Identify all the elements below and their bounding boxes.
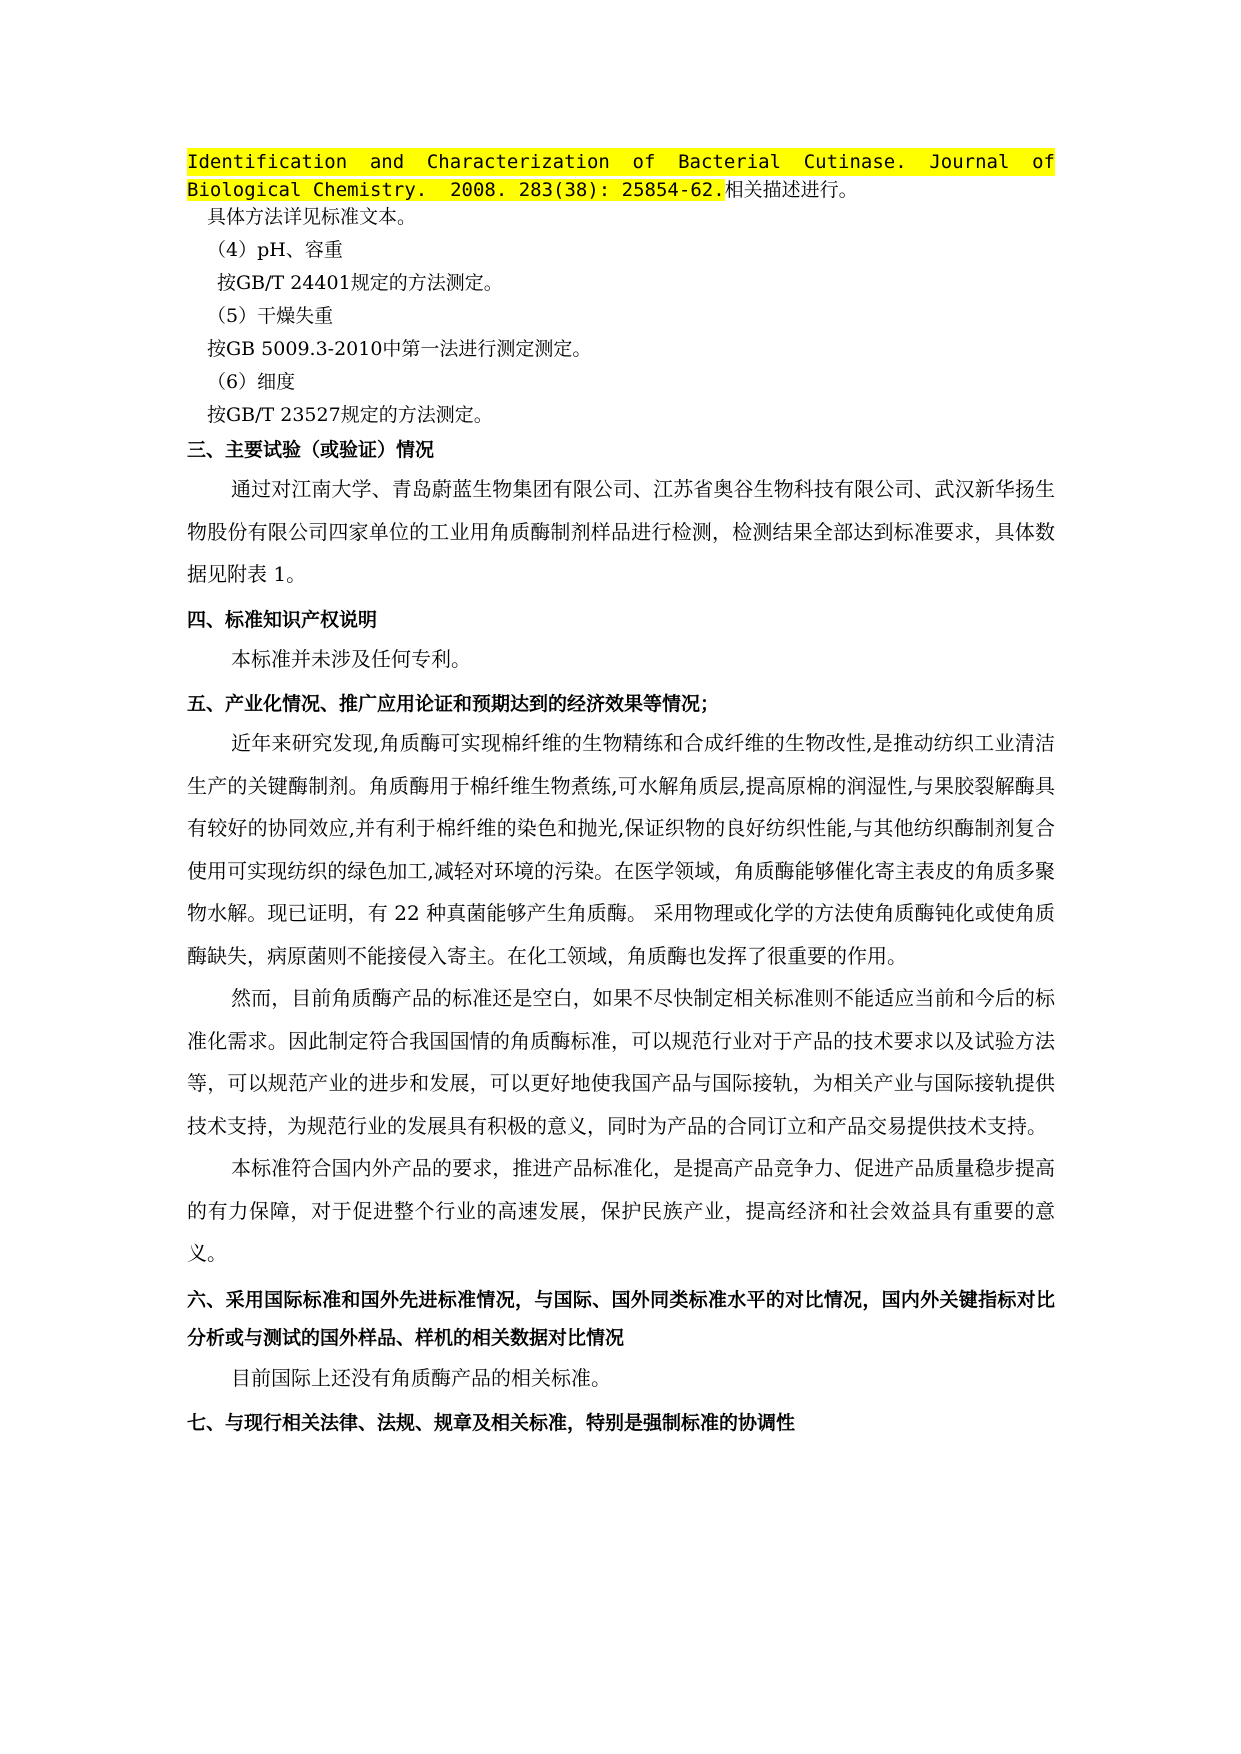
section-5-paragraph-3: 本标准符合国内外产品的要求，推进产品标准化，是提高产品竞争力、促进产品质量稳步提高的有力保障，对于促进整个行业的高速发展，保护民族产业，提高经济和社会效益具有重要的意义。 [187, 1156, 1055, 1265]
document-content [187, 148, 1055, 1441]
reference-highlight: Biological Chemistry. 2008. 283(38): 25854-62. [187, 179, 725, 201]
section-3-heading: 三、主要试验（或验证）情况 [187, 439, 435, 461]
ref-word: Bacterial [678, 151, 782, 173]
item-6-text: 按GB/T 23527规定的方法测定。 [207, 404, 493, 426]
ref-word: Journal [929, 151, 1010, 173]
section-7-heading: 七、与现行相关法律、法规、规章及相关标准，特别是强制标准的协调性 [187, 1412, 796, 1434]
section-4-heading: 四、标准知识产权说明 [187, 608, 378, 631]
section-5-heading: 五、产业化情况、推广应用论证和预期达到的经济效果等情况； [187, 693, 720, 715]
item-5-text: 按GB 5009.3-2010中第一法进行测定测定。 [207, 338, 592, 360]
reference-line-1 [187, 148, 1055, 176]
section-4-paragraph: 本标准并未涉及任何专利。 [231, 646, 471, 671]
item-4-title: （4）pH、容重 [207, 239, 343, 261]
reference-tail: 相关描述进行。 [724, 179, 858, 201]
section-3-paragraph: 通过对江南大学、青岛蔚蓝生物集团有限公司、江苏省奥谷生物科技有限公司、武汉新华扬生物股份有限公司四家单位的工业用角质酶制剂样品进行检测，检测结果全部达到标准要求，具体数据见附表 1。 [187, 477, 1055, 586]
ref-word: of [1032, 151, 1055, 173]
reference-line-2 [187, 176, 1055, 204]
reference-citation [187, 148, 1055, 204]
ref-word: and [369, 151, 405, 173]
section-6-paragraph: 目前国际上还没有角质酶产品的相关标准。 [231, 1365, 611, 1390]
ref-word: Characterization [426, 151, 610, 173]
ref-word: Cutinase. [803, 151, 907, 173]
see-standard-text: 具体方法详见标准文本。 [207, 206, 417, 228]
ref-word: of [632, 151, 656, 173]
item-5-title: （5）干燥失重 [207, 305, 334, 327]
section-6-heading: 六、采用国际标准和国外先进标准情况，与国际、国外同类标准水平的对比情况，国内外关键指标对比分析或与测试的国外样品、样机的相关数据对比情况 [187, 1288, 1055, 1349]
item-6-title: （6）细度 [207, 371, 296, 393]
section-5-paragraph-2: 然而，目前角质酶产品的标准还是空白，如果不尽快制定相关标准则不能适应当前和今后的标准化需求。因此制定符合我国国情的角质酶标准，可以规范行业对于产品的技术要求以及试验方法等，可以规范产业的进步和发展，可以更好地使我国产品与国际接轨，为相关产业与国际接轨提供技术支持，为规范行业的发展具有积极的意义，同时为产品的合同订立和产品交易提供技术支持。 [187, 986, 1055, 1138]
ref-word: Identification [187, 151, 348, 173]
section-5-paragraph-1: 近年来研究发现,角质酶可实现棉纤维的生物精练和合成纤维的生物改性,是推动纺织工业清洁生产的关键酶制剂。角质酶用于棉纤维生物煮练,可水解角质层,提高原棉的润湿性,与果胶裂解酶具有较好的协同效应,并有利于棉纤维的染色和抛光,保证织物的良好纺织性能,与其他纺织酶制剂复合使用可实现纺织的绿色加工,减轻对环境的污染。在医学领域，角质酶能够催化寄主表皮的角质多聚物水解。现已证明，有 22 种真菌能够产生角质酶。 采用物理或化学的方法使角质酶钝化或使角质酶缺失，病原菌则不能接侵入寄主。在化工领域，角质酶也发挥了很重要的作用。 [187, 731, 1055, 968]
item-4-text: 按GB/T 24401规定的方法测定。 [217, 272, 503, 294]
